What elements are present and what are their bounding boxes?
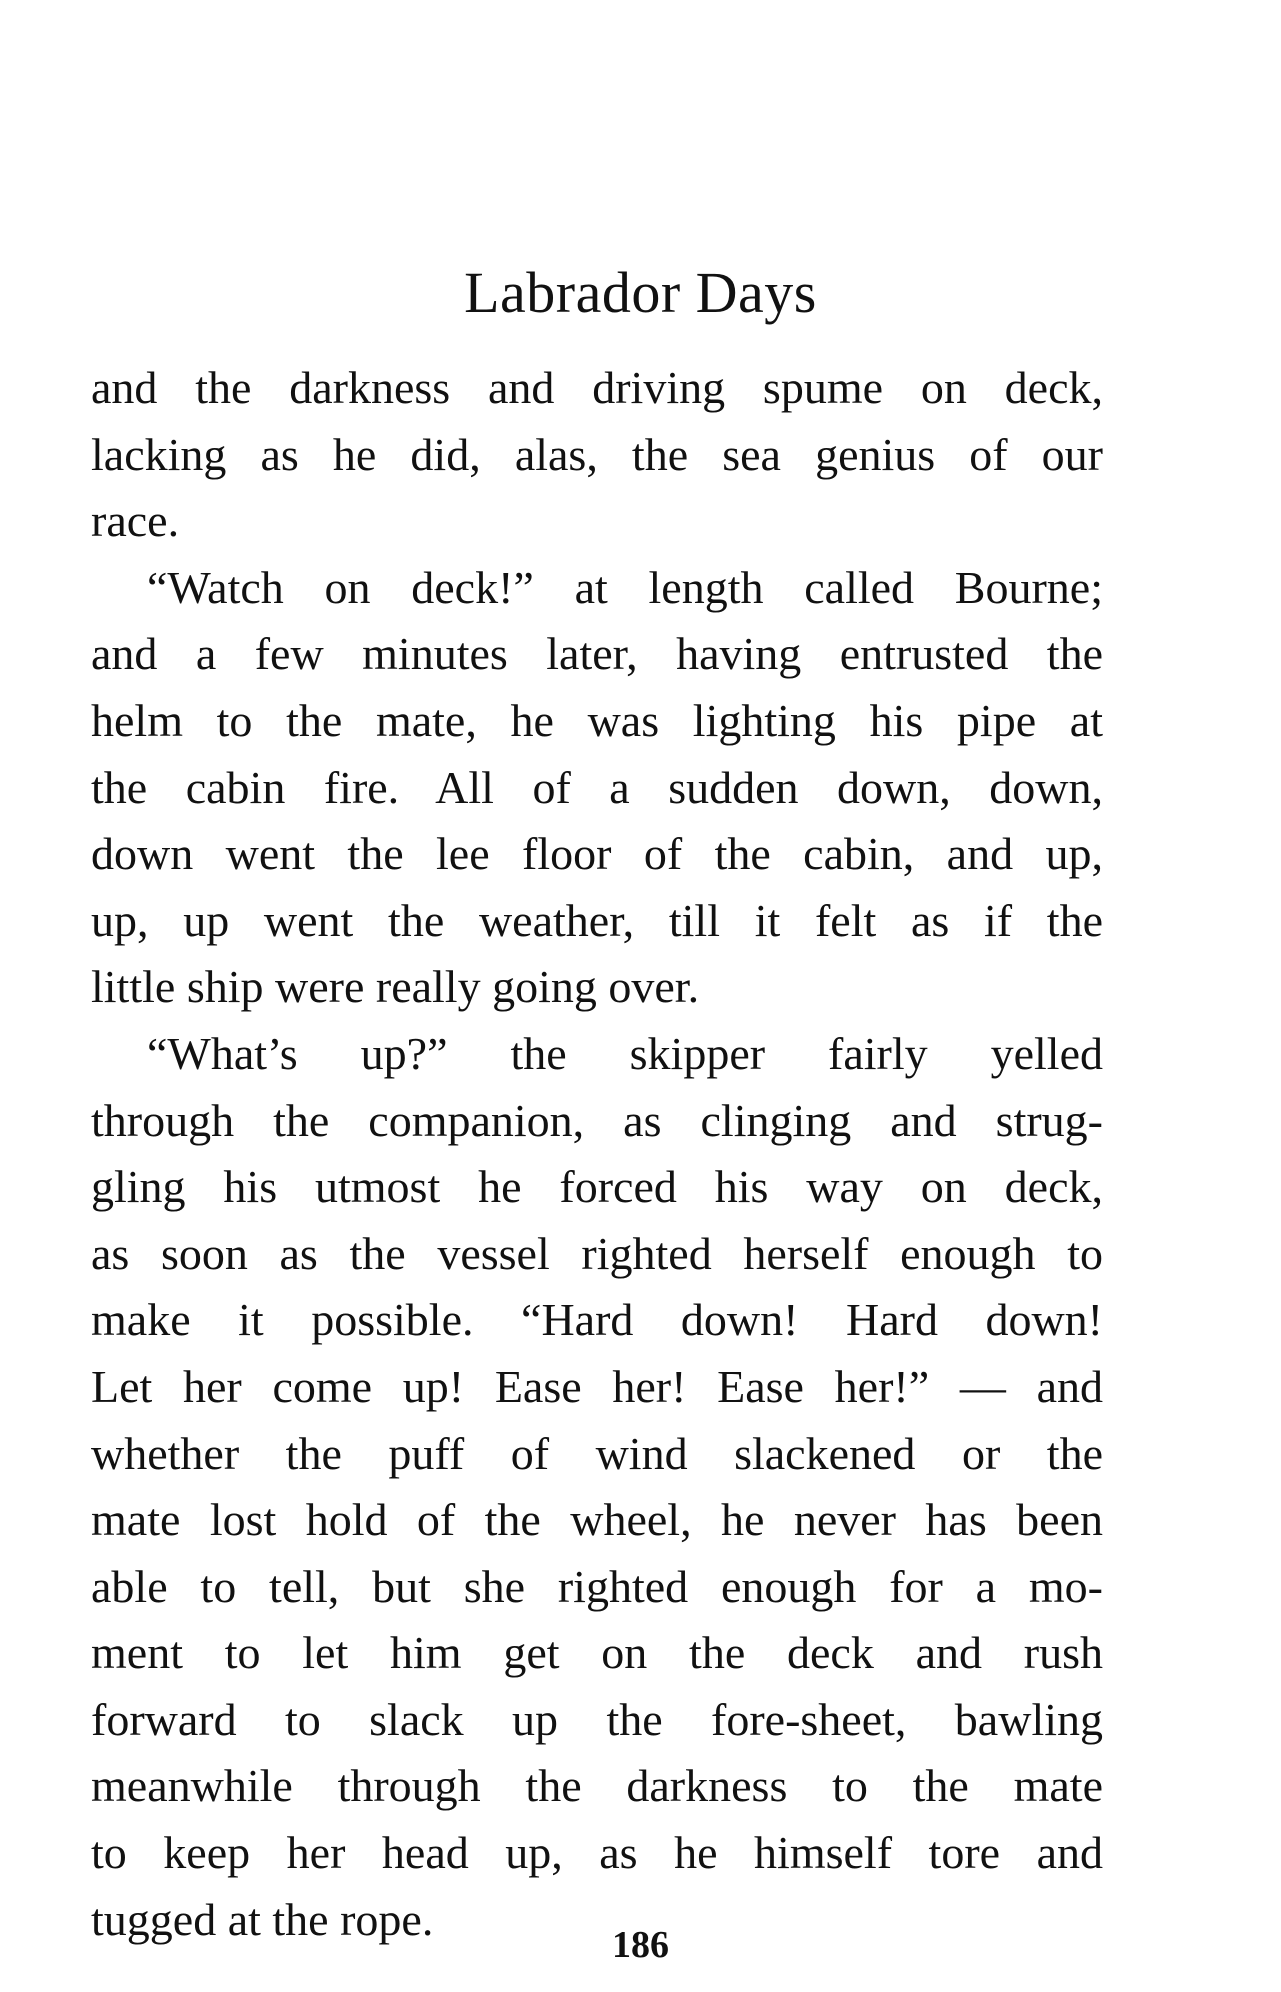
text-line: “What’s up?” the skipper fairly yelled [147,1027,1103,1079]
text-line: ment to let him get on the deck and rush [91,1627,1103,1679]
paragraph-2 [91,555,1103,1021]
text-line: whether the puff of wind slackened or the [91,1427,1103,1479]
text-line: to keep her head up, as he himself tore and [91,1827,1103,1879]
text-line: “Watch on deck!” at length called Bourne; [147,561,1103,613]
text-line: gling his utmost he forced his way on deck, [91,1161,1103,1213]
text-line: little ship were really going over. [91,961,700,1013]
text-line: as soon as the vessel righted herself enough to [91,1227,1103,1279]
text-line: race. [91,495,180,547]
text-line: mate lost hold of the wheel, he never has been [91,1494,1103,1546]
text-line: and the darkness and driving spume on deck, [91,362,1103,413]
paragraph-1 [91,355,1103,555]
text-line: up, up went the weather, till it felt as if the [91,894,1103,946]
text-line: able to tell, but she righted enough for a mo- [91,1560,1103,1612]
page-number: 186 [612,1924,669,1966]
text-line: helm to the mate, he was lighting his pipe at [91,694,1103,746]
text-line: meanwhile through the darkness to the mate [91,1760,1103,1812]
text-line: forward to slack up the fore-sheet, bawling [91,1693,1103,1745]
text-line: Let her come up! Ease her! Ease her!” — and [91,1360,1103,1412]
text-line: the cabin fire. All of a sudden down, down, [91,761,1103,813]
text-line: through the companion, as clinging and strug- [91,1094,1103,1146]
text-line: lacking as he did, alas, the sea genius of our [91,428,1103,480]
text-line: and a few minutes later, having entrusted the [91,628,1103,680]
text-line: down went the lee floor of the cabin, and up, [91,828,1103,880]
body-text [91,355,1103,1953]
text-line: make it possible. “Hard down! Hard down! [91,1294,1103,1346]
paragraph-3 [91,1021,1103,1953]
text-line: tugged at the rope. [91,1893,434,1945]
running-head: Labrador Days [464,260,817,325]
